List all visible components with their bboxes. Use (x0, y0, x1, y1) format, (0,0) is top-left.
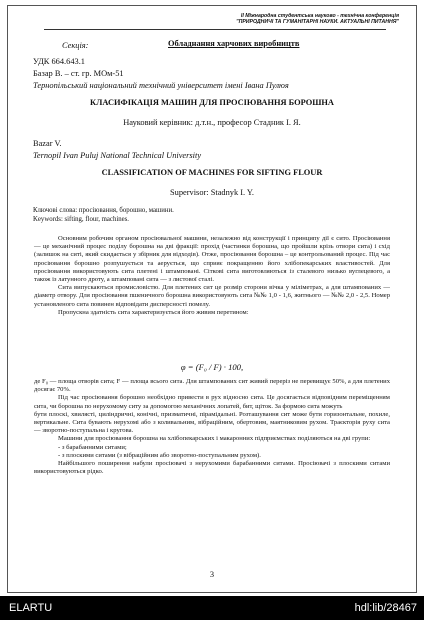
footer-bar (0, 596, 424, 620)
page-number: 3 (209, 570, 215, 579)
title-en: CLASSIFICATION OF MACHINES FOR SIFTING FLOUR (101, 168, 323, 177)
supervisor-ua: Науковий керівник: д.т.н., професор Стадник І. Я. (123, 118, 301, 127)
supervisor-en: Supervisor: Stadnyk I. Y. (170, 188, 254, 197)
paragraph-machine-groups: Машини для просіювання борошна на хлібопекарських і макаронних підприємствах поділяються на дві групи: (58, 435, 371, 443)
paragraph-motion: Під час просіювання борошно необхідно привести в рух відносно сита. Це досягається відповідним переміщенням сита, чи борошна по нерухомому ситу за допомогою механічних лопатей, бит, щіток. За формою сита можуть (34, 394, 390, 410)
header-rule (44, 29, 386, 30)
section-title: Обладнання харчових виробництв (168, 39, 300, 48)
author-en: Bazar V. (33, 139, 62, 148)
paragraph-capacity: Пропускна здатність сита характеризується його живим перетином: (58, 308, 249, 316)
paragraph-sieve-definition: Основним робочим органом просіювальної машини, незалежно від конструкції і принципу дії є сито. Просіювання — це механічний процес поділу борошна на дві фракції: прохід (частинки борошна, що пройшли крізь отвори сита) і схід (залишок на ситі, який скидається у збірник для відходів). Отже, просіювання борошна – це контрольований процес. Під час просіювання борошно розпушується та аерується, що сприяє покращенню його хлібопекарських властивостей. Для просіювання використовують сита плетені і штамповані. Сіткові сита виготовляються із сталевого низько вуглецевого, а також із латунного дроту, а штамповані сита — з листової сталі. (34, 235, 390, 284)
paragraph-conclusion: Найбільшого поширення набули просіювачі з нерухомими барабанними ситами. Просіювачі з плоскими ситами використовуються рідко. (34, 460, 390, 476)
conference-header-line2: "ПРИРОДНИЧІ ТА ГУМАНІТАРНІ НАУКИ. АКТУАЛЬНІ ПИТАННЯ" (236, 19, 399, 25)
list-item-drum-sieves: - з барабанними ситами; (58, 443, 127, 451)
paragraph-sieve-numbers: Сита випускаються промисловістю. Для плетених сит це розмір сторони вічка у міліметрах, а для штампованих — діаметр отвору. Для просіювання пшеничного борошна використовують сита №№ 1,0 - 1,6, житнього — №№ 2,0 - 2,5. Номер установленого сита повинен відповідати дисперсності помелу. (34, 284, 390, 308)
footer-repository-name: ELARTU (9, 602, 53, 614)
affiliation-en: Ternopil Ivan Puluj National Technical University (33, 151, 202, 160)
title-ua: КЛАСИФІКАЦІЯ МАШИН ДЛЯ ПРОСІЮВАННЯ БОРОШНА (90, 98, 334, 107)
affiliation-ua: Тернопільський національний технічний університет імені Івана Пулюя (33, 81, 289, 90)
formula-live-section: φ = (F₀ / F) · 100, (180, 362, 244, 372)
article-body-part2 (34, 378, 390, 476)
keywords-ua: Ключові слова: просіювання, борошно, машини. (33, 207, 174, 214)
udc-code: УДК 664.643.1 (33, 57, 85, 66)
paragraph-sieve-shapes: бути плоскі, хвилясті, циліндричні, конічні, призматичні, пірамідальні. Розташування сит може бути горизонтальне, похиле, вертикальне. Сита бувають нерухомі або з коливальним, вібраційним, обертовим, маятниковим рухом. Траєкторія руху сита — зворотно-поступальна і кругова. (34, 410, 390, 435)
article-body-part1 (34, 235, 390, 317)
footer-handle: hdl:lib/28467 (354, 602, 417, 614)
paragraph-formula-legend: де F₀ — площа отворів сита; F — площа всього сита. Для штампованих сит живий переріз не перевищує 50%, а для плетених досягає 70%. (34, 378, 390, 394)
conference-header (236, 13, 399, 25)
author-ua: Базар В. – ст. гр. МОм-51 (33, 69, 124, 78)
keywords-en: Keywords: sifting, flour, machines. (33, 216, 129, 223)
conference-header-line1: II Міжнародна студентська науково - технічна конференція (240, 13, 399, 19)
section-label: Секція: (62, 41, 89, 50)
list-item-flat-sieves: - з плоскими ситами (з вібраційним або зворотно-поступальним рухом). (58, 451, 261, 459)
